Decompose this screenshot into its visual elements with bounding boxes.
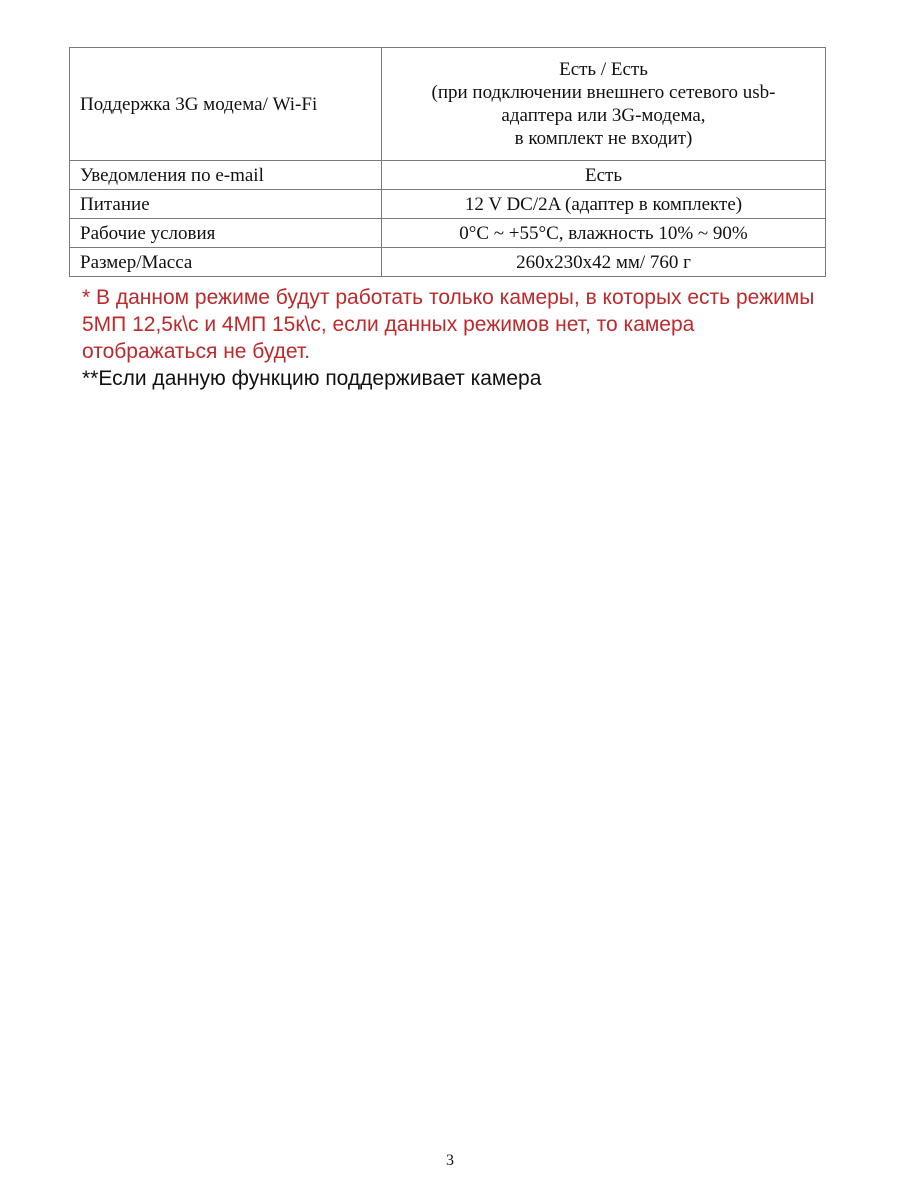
specifications-table <box>69 47 826 277</box>
row-value <box>382 48 826 161</box>
value-line: Есть / Есть <box>559 59 648 80</box>
table-row <box>70 48 826 161</box>
table-row <box>70 248 826 277</box>
table-row <box>70 161 826 190</box>
row-label: Питание <box>70 190 382 219</box>
row-value: 0°C ~ +55°C, влажность 10% ~ 90% <box>382 219 826 248</box>
row-value: 12 V DC/2A (адаптер в комплекте) <box>382 190 826 219</box>
row-label: Размер/Масса <box>70 248 382 277</box>
row-value: Есть <box>382 161 826 190</box>
row-label: Рабочие условия <box>70 219 382 248</box>
row-value: 260x230x42 мм/ 760 г <box>382 248 826 277</box>
table-row <box>70 219 826 248</box>
table-row <box>70 190 826 219</box>
footnote-camera-support: **Если данную функцию поддерживает камера <box>82 367 542 390</box>
value-line: в комплект не входит) <box>514 128 693 149</box>
footnote-camera-modes: * В данном режиме будут работать только камеры, в которых есть режимы 5МП 12,5к\с и 4МП 15к\с, если данных режимов нет, то камера отображаться не будет. <box>82 286 815 363</box>
footnotes <box>82 284 822 392</box>
row-label: Поддержка 3G модема/ Wi-Fi <box>70 48 382 161</box>
row-label: Уведомления по e-mail <box>70 161 382 190</box>
page-number: 3 <box>446 1152 454 1169</box>
value-line: (при подключении внешнего сетевого usb- <box>431 82 776 103</box>
value-line: адаптера или 3G-модема, <box>501 105 706 126</box>
